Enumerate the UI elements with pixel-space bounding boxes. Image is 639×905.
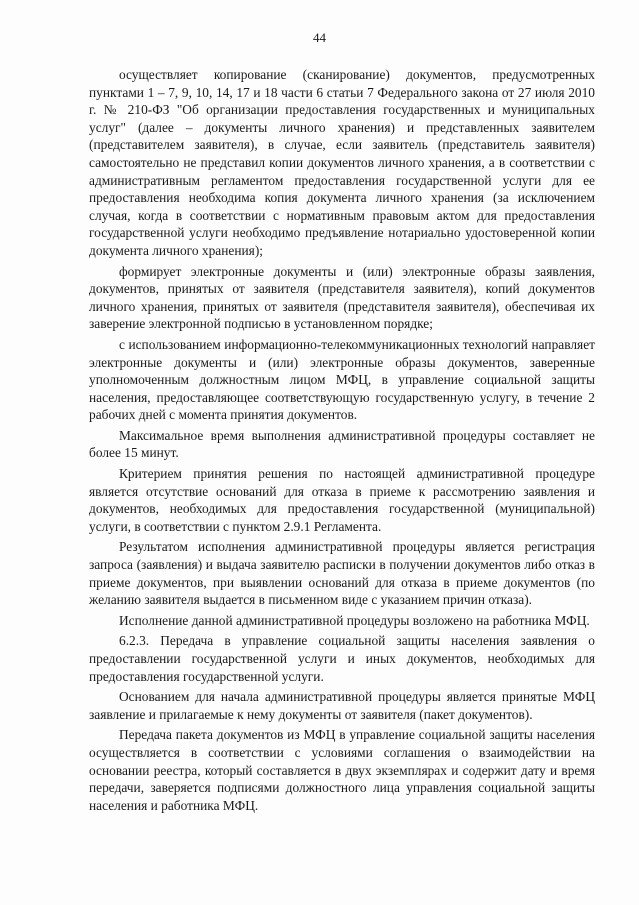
paragraph-electronic-documents: формирует электронные документы и (или) электронные образы заявления, документов, принятых от заявителя (представителя заявителя), копий документов личного хранения, принятых от заявителя (представителя заявителя), обеспечивая их заверение электронной подписью в установленном порядке; (89, 263, 595, 332)
paragraph-max-time: Максимальное время выполнения административной процедуры составляет не более 15 минут. (89, 427, 595, 461)
page-number: 44 (313, 30, 326, 45)
paragraph-responsible-employee: Исполнение данной административной процедуры возложено на работника МФЦ. (119, 612, 590, 628)
section-heading-6-2-3: 6.2.3. Передача в управление социальной защиты населения заявления о предоставлении государственной услуги и иных документов, необходимых для предоставления государственной услуги. (89, 633, 595, 684)
paragraph-copying-documents: осуществляет копирование (сканирование) документов, предусмотренных пунктами 1 – 7, 9, 10, 14, 17 и 18 части 6 статьи 7 Федерального закона от 27 июля 2010 г. № 210-ФЗ "Об организации предоставления государственных и муниципальных услуг" (далее – документы личного хранения) и представленных заявителем (представителем заявителя), в случае, если заявитель (представитель заявителя) самостоятельно не представил копии документов личного хранения, а в соответствии с административным регламентом предоставления государственной услуги для ее предоставления необходима копия документа личного хранения (за исключением случая, когда в соответствии с нормативным правовым актом для предоставления государственной услуги необходимо предъявление нотариально удостоверенной копии документа личного хранения); (89, 67, 595, 258)
paragraph-sending-documents: с использованием информационно-телекоммуникационных технологий направляет электронные документы и (или) электронные образы документов, заверенные уполномоченным должностным лицом МФЦ, в управление социальной защиты населения, предоставляющее соответствующую государственную услугу, в течение 2 рабочих дней с момента принятия документов. (89, 336, 595, 423)
paragraph-decision-criterion: Критерием принятия решения по настоящей административной процедуре является отсутствие оснований для отказа в приеме к рассмотрению заявления и документов, необходимых для предоставления государственной (муниципальной) услуги, в соответствии с пунктом 2.9.1 Регламента. (89, 466, 595, 534)
paragraph-package-transfer: Передача пакета документов из МФЦ в управление социальной защиты населения осуществляется в соответствии с условиями соглашения о взаимодействии на основании реестра, который составляется в двух экземплярах и содержит дату и время передачи, заверяется подписями должностного лица управления социальной защиты населения и работника МФЦ. (89, 727, 595, 813)
paragraph-procedure-result: Результатом исполнения административной процедуры является регистрация запроса (заявления) и выдача заявителю расписки в получении документов либо отказ в приеме документов, при выявлении оснований для отказа в приеме документов (по желанию заявителя выдается в письменном виде с указанием причин отказа). (89, 539, 595, 608)
document-body (89, 66, 595, 816)
paragraph-procedure-basis: Основанием для начала административной процедуры является принятые МФЦ заявление и прилагаемые к нему документы от заявителя (пакет документов). (89, 689, 595, 722)
